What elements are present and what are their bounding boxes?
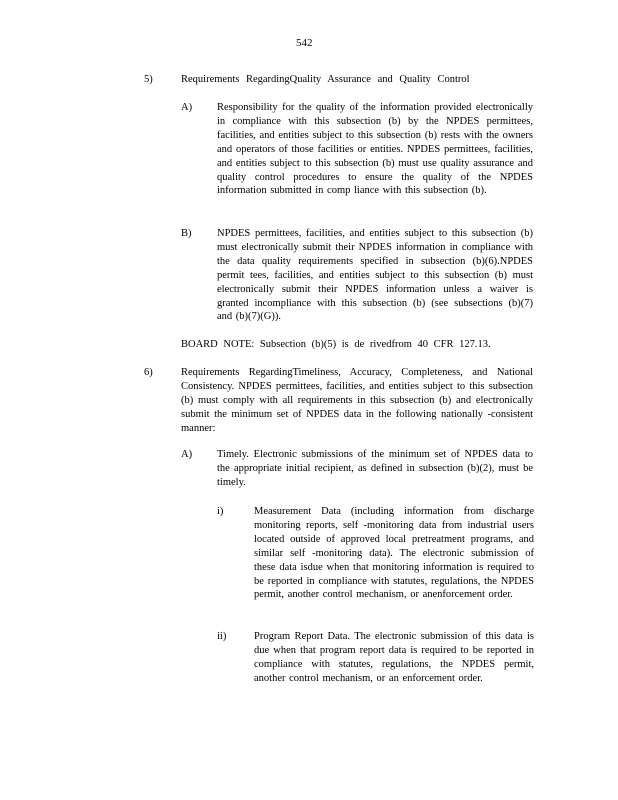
item-6-A-label: A) (181, 449, 193, 460)
item-5-A-label: A) (181, 102, 193, 113)
item-6-A-i-label: i) (217, 506, 224, 517)
item-6-A-i-text: Measurement Data (including information from discharge monitoring reports, self -monitoring data from industrial users located outside of approved local pretreatment programs, and similar self -monitoring data). The electronic submission of these data isdue when that monitoring information is required to be reported in compliance with statutes, regulations, the NPDES permit, another control mechanism, or anenforcement order. (254, 506, 534, 601)
item-6-A-ii-label: ii) (217, 631, 227, 642)
item-5-label: 5) (144, 74, 153, 85)
item-6-label: 6) (144, 367, 153, 378)
item-5-B-label: B) (181, 228, 192, 239)
item-6-text: Requirements RegardingTimeliness, Accuracy, Completeness, and National Consistency. NPDES permittees, facilities, and entities subject to this subsection (b) must comply with all requirements in this subsection (b) and electronically submit the minimum set of NPDES data in the following nationally -consistent manner: (181, 367, 533, 434)
item-6-A-ii-text: Program Report Data. The electronic submission of this data is due when that program report data is required to be reported in compliance with statutes, regulations, the NPDES permit, another control mechanism, or an enforcement order. (254, 631, 534, 684)
item-6-A-text: Timely. Electronic submissions of the minimum set of NPDES data to the appropriate initial recipient, as defined in subsection (b)(2), must be timely. (217, 449, 533, 488)
item-5-heading: Requirements RegardingQuality Assurance and Quality Control (181, 74, 470, 85)
item-5-B-text: NPDES permittees, facilities, and entities subject to this subsection (b) must electronically submit their NPDES information in compliance with the data quality requirements specified in subsection (b)(6).NPDES permit tees, facilities, and entities subject to this subsection (b) must electronically submit their NPDES information unless a waiver is granted incompliance with this subsection (b) (see subsections (b)(7) and (b)(7)(G)). (217, 228, 533, 323)
item-5-A-text: Responsibility for the quality of the information provided electronically in compliance with this subsection (b) by the NPDES permittees, facilities, and entities subject to this subsection (b) rests with the owners and operators of those facilities or entities. NPDES permittees, facilities, and entities subject to this subsection (b) must use quality assurance and quality control procedures to ensure the quality of the NPDES information submitted in comp liance with this subsection (b). (217, 102, 533, 197)
board-note: BOARD NOTE: Subsection (b)(5) is de rivedfrom 40 CFR 127.13. (181, 339, 491, 350)
page-number: 542 (296, 37, 313, 49)
